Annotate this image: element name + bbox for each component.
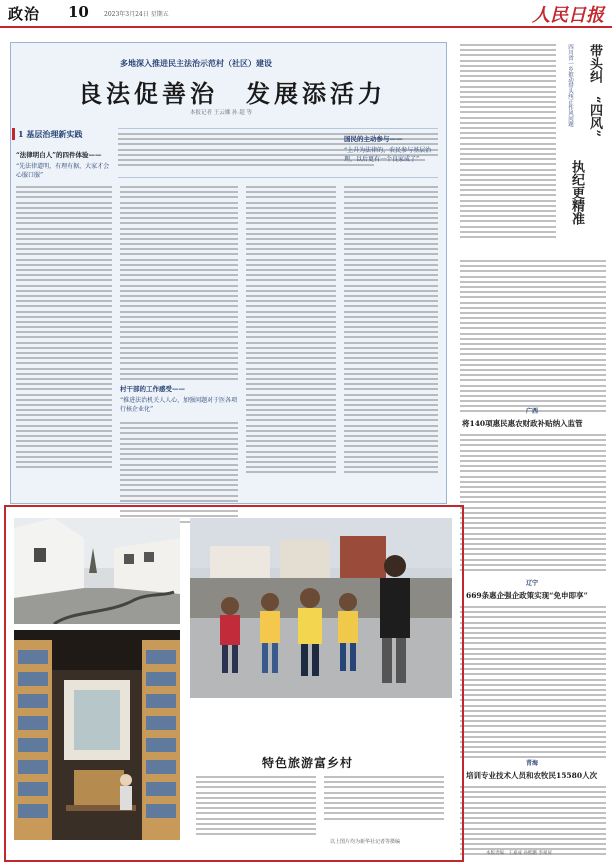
photo-library xyxy=(14,630,180,840)
qinghai-headline: 培训专业技术人员和农牧民15580人次 xyxy=(466,771,598,780)
section-name: 政治 xyxy=(8,5,41,23)
subhead: 1 基层治理新实践 xyxy=(18,129,83,139)
vertical-headline xyxy=(566,40,608,260)
body-column-3 xyxy=(246,186,336,473)
right-column-mid xyxy=(460,260,606,412)
main-headline: 良法促善治 发展添活力 xyxy=(78,79,386,108)
right-column-top xyxy=(460,44,556,238)
vertical-kicker: 四川省一乡推动带头纠正作风问题 xyxy=(567,44,573,127)
photo-feature-title: 特色旅游富乡村 xyxy=(262,756,354,770)
vertical-title-1: 带头纠 xyxy=(587,44,602,83)
photo-feature-text-1 xyxy=(196,776,316,835)
photo-feature-text-2 xyxy=(324,776,444,820)
body-column-2 xyxy=(120,186,238,380)
guangxi-headline: 将140项惠民惠农财政补贴纳入监管 xyxy=(462,419,583,428)
section-pullquote: “推进法治机关人人心，加强问题对于医各项行核企业化” xyxy=(120,397,238,413)
article-subheading: “法律明白人”的四件体验—— xyxy=(16,151,102,159)
vertical-title-3: 执纪更精准 xyxy=(569,160,584,225)
section-heading: 村干部的工作感受—— xyxy=(120,385,185,393)
right-column-guangxi xyxy=(460,434,606,571)
body-column-4 xyxy=(344,186,438,473)
page-header xyxy=(0,0,612,28)
photo-village-road xyxy=(14,518,180,624)
region-qinghai: 青海 xyxy=(526,760,539,767)
page-number: 10 xyxy=(68,3,89,21)
photo-children-walking xyxy=(190,518,452,698)
article-pullquote: “先法律道明，有理有据，大家才会心服口服” xyxy=(16,163,110,179)
main-kicker: 多地深入推进民主法治示范村（社区）建设 xyxy=(120,58,272,68)
photo-credit: 以上图片均为新华社记者等摄编 xyxy=(330,839,401,845)
newspaper-logo: 人民日报 xyxy=(532,5,604,26)
vertical-title-2: “四风” xyxy=(587,96,602,137)
right-column-liaoning xyxy=(460,606,606,758)
main-byline: 本报记者 王云娜 孙 超 等 xyxy=(190,110,252,116)
body-column-1 xyxy=(16,186,112,468)
liaoning-headline: 669条惠企强企政策实现“免申即享” xyxy=(466,591,588,600)
right-column-qinghai xyxy=(460,786,606,855)
region-guangxi: 广西 xyxy=(526,408,539,415)
section-pullquote-2: “上升为法律的，农民参与基层治理，以后更有一个良家成了” xyxy=(344,147,432,163)
region-liaoning: 辽宁 xyxy=(526,580,539,587)
page-footer: 本版责编：王嘉成 孙熙鹏 李翠屏 xyxy=(486,851,552,856)
section-heading-2: 国民的主动参与—— xyxy=(344,135,403,143)
issue-date: 2023年3月24日 星期五 xyxy=(104,11,169,18)
